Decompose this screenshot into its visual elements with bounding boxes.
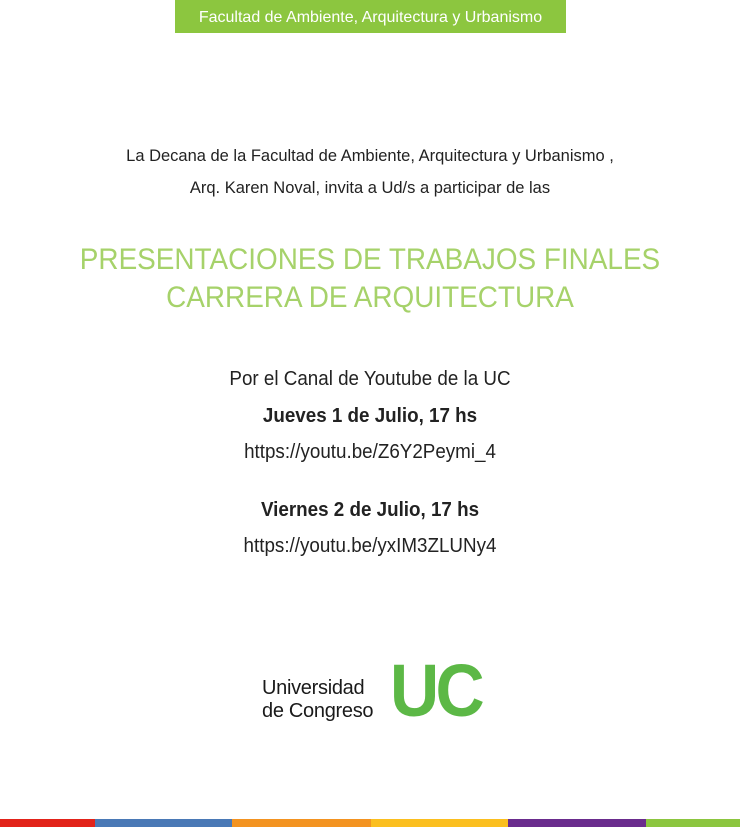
- session-2-date: Viernes 2 de Julio, 17 hs: [260, 499, 480, 521]
- faculty-name: Facultad de Ambiente, Arquitectura y Urbanismo: [198, 9, 543, 26]
- stripe-red: [0, 819, 95, 827]
- session-2-link[interactable]: https://youtu.be/yxIM3ZLUNy4: [243, 535, 497, 557]
- session-1-link[interactable]: https://youtu.be/Z6Y2Peymi_4: [244, 441, 496, 463]
- footer-color-stripe: [0, 819, 740, 827]
- title-line-1: PRESENTACIONES DE TRABAJOS FINALES: [79, 243, 661, 276]
- intro-line-1: La Decana de la Facultad de Ambiente, Arquitectura y Urbanismo ,: [126, 146, 614, 165]
- logo-uc-mark: UC: [390, 649, 481, 732]
- session-1-date: Jueves 1 de Julio, 17 hs: [262, 405, 478, 427]
- stripe-orange: [232, 819, 371, 827]
- stripe-purple: [508, 819, 646, 827]
- universidad-de-congreso-logo: [262, 649, 482, 732]
- faculty-header-band: [175, 0, 566, 33]
- stripe-blue: [95, 819, 232, 827]
- youtube-channel-text: Por el Canal de Youtube de la UC: [229, 368, 511, 390]
- stripe-yellow: [371, 819, 508, 827]
- intro-line-2: Arq. Karen Noval, invita a Ud/s a participar de las: [189, 178, 551, 197]
- title-line-2: CARRERA DE ARQUITECTURA: [166, 281, 574, 314]
- logo-text-de-congreso: de Congreso: [262, 700, 374, 722]
- logo-text-universidad: Universidad: [262, 677, 365, 699]
- stripe-green: [646, 819, 740, 827]
